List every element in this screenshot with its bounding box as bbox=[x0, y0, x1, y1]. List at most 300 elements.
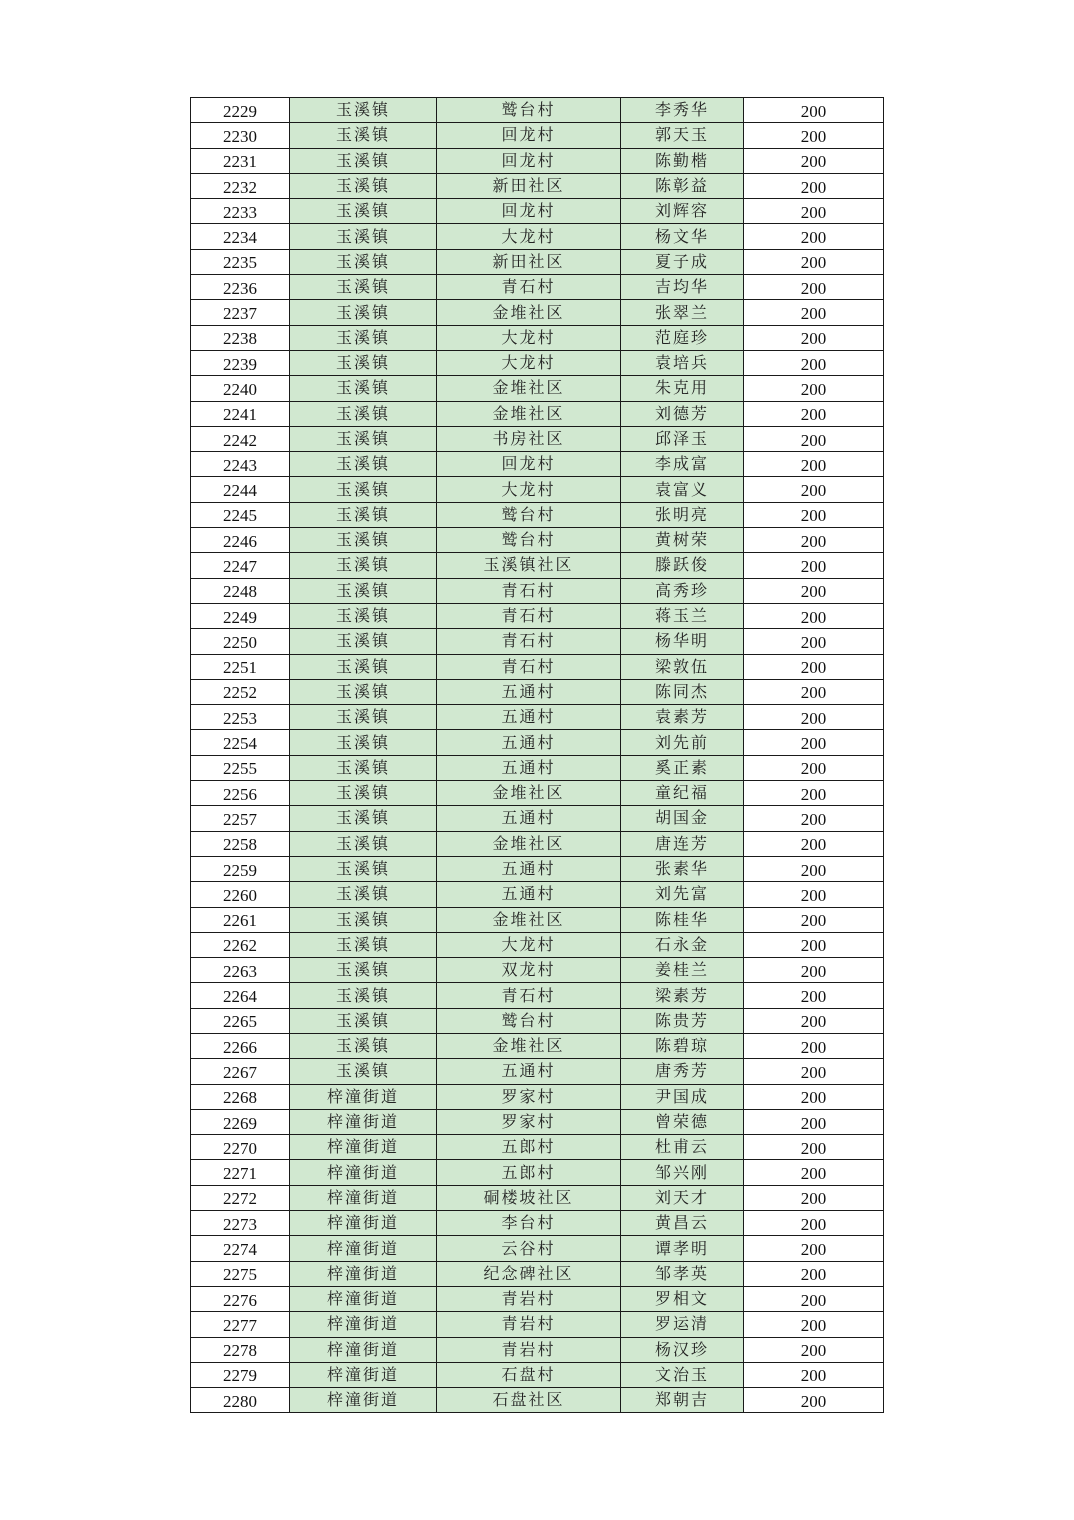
town-cell: 梓潼街道 bbox=[290, 1185, 437, 1210]
table-row bbox=[191, 528, 884, 553]
name-cell: 滕跃俊 bbox=[621, 553, 744, 578]
table-row bbox=[191, 1059, 884, 1084]
row-number-cell: 2255 bbox=[191, 755, 290, 780]
name-cell: 邹兴刚 bbox=[621, 1160, 744, 1185]
amount-cell: 200 bbox=[744, 376, 884, 401]
town-cell: 玉溪镇 bbox=[290, 300, 437, 325]
row-number-cell: 2232 bbox=[191, 173, 290, 198]
amount-cell: 200 bbox=[744, 882, 884, 907]
name-cell: 陈贵芳 bbox=[621, 1008, 744, 1033]
name-cell: 唐连芳 bbox=[621, 831, 744, 856]
table-row bbox=[191, 123, 884, 148]
row-number-cell: 2261 bbox=[191, 907, 290, 932]
town-cell: 梓潼街道 bbox=[290, 1135, 437, 1160]
town-cell: 玉溪镇 bbox=[290, 983, 437, 1008]
name-cell: 杨汉珍 bbox=[621, 1337, 744, 1362]
table-row bbox=[191, 1109, 884, 1134]
town-cell: 梓潼街道 bbox=[290, 1312, 437, 1337]
town-cell: 梓潼街道 bbox=[290, 1236, 437, 1261]
name-cell: 刘德芳 bbox=[621, 401, 744, 426]
table-row bbox=[191, 426, 884, 451]
table-row bbox=[191, 401, 884, 426]
village-cell: 金堆社区 bbox=[437, 300, 621, 325]
row-number-cell: 2275 bbox=[191, 1261, 290, 1286]
village-cell: 金堆社区 bbox=[437, 1033, 621, 1058]
table-row bbox=[191, 907, 884, 932]
row-number-cell: 2270 bbox=[191, 1135, 290, 1160]
amount-cell: 200 bbox=[744, 1059, 884, 1084]
row-number-cell: 2280 bbox=[191, 1388, 290, 1413]
row-number-cell: 2236 bbox=[191, 275, 290, 300]
village-cell: 云谷村 bbox=[437, 1236, 621, 1261]
row-number-cell: 2262 bbox=[191, 932, 290, 957]
town-cell: 玉溪镇 bbox=[290, 325, 437, 350]
town-cell: 玉溪镇 bbox=[290, 730, 437, 755]
village-cell: 青石村 bbox=[437, 578, 621, 603]
table-row bbox=[191, 603, 884, 628]
amount-cell: 200 bbox=[744, 806, 884, 831]
village-cell: 鹫台村 bbox=[437, 528, 621, 553]
town-cell: 玉溪镇 bbox=[290, 426, 437, 451]
village-cell: 五通村 bbox=[437, 730, 621, 755]
name-cell: 蒋玉兰 bbox=[621, 603, 744, 628]
row-number-cell: 2272 bbox=[191, 1185, 290, 1210]
name-cell: 陈彰益 bbox=[621, 173, 744, 198]
table-row bbox=[191, 173, 884, 198]
town-cell: 玉溪镇 bbox=[290, 452, 437, 477]
town-cell: 玉溪镇 bbox=[290, 1008, 437, 1033]
table-row bbox=[191, 249, 884, 274]
town-cell: 玉溪镇 bbox=[290, 275, 437, 300]
amount-cell: 200 bbox=[744, 629, 884, 654]
amount-cell: 200 bbox=[744, 502, 884, 527]
village-cell: 金堆社区 bbox=[437, 376, 621, 401]
row-number-cell: 2264 bbox=[191, 983, 290, 1008]
name-cell: 杜甫云 bbox=[621, 1135, 744, 1160]
row-number-cell: 2252 bbox=[191, 679, 290, 704]
row-number-cell: 2246 bbox=[191, 528, 290, 553]
row-number-cell: 2260 bbox=[191, 882, 290, 907]
amount-cell: 200 bbox=[744, 325, 884, 350]
table-row bbox=[191, 199, 884, 224]
village-cell: 鹫台村 bbox=[437, 98, 621, 123]
name-cell: 杨文华 bbox=[621, 224, 744, 249]
amount-cell: 200 bbox=[744, 1211, 884, 1236]
table-row bbox=[191, 1135, 884, 1160]
village-cell: 大龙村 bbox=[437, 932, 621, 957]
village-cell: 李台村 bbox=[437, 1211, 621, 1236]
row-number-cell: 2268 bbox=[191, 1084, 290, 1109]
row-number-cell: 2278 bbox=[191, 1337, 290, 1362]
village-cell: 金堆社区 bbox=[437, 907, 621, 932]
town-cell: 玉溪镇 bbox=[290, 502, 437, 527]
row-number-cell: 2231 bbox=[191, 148, 290, 173]
village-cell: 五郎村 bbox=[437, 1135, 621, 1160]
table-row bbox=[191, 1261, 884, 1286]
amount-cell: 200 bbox=[744, 148, 884, 173]
name-cell: 童纪福 bbox=[621, 781, 744, 806]
town-cell: 玉溪镇 bbox=[290, 629, 437, 654]
table-row bbox=[191, 1185, 884, 1210]
table-row bbox=[191, 148, 884, 173]
table-row bbox=[191, 882, 884, 907]
village-cell: 五通村 bbox=[437, 705, 621, 730]
name-cell: 黄昌云 bbox=[621, 1211, 744, 1236]
village-cell: 罗家村 bbox=[437, 1109, 621, 1134]
amount-cell: 200 bbox=[744, 907, 884, 932]
table-row bbox=[191, 1008, 884, 1033]
table-row bbox=[191, 300, 884, 325]
town-cell: 玉溪镇 bbox=[290, 199, 437, 224]
table-row bbox=[191, 477, 884, 502]
row-number-cell: 2263 bbox=[191, 958, 290, 983]
name-cell: 张素华 bbox=[621, 856, 744, 881]
row-number-cell: 2244 bbox=[191, 477, 290, 502]
village-cell: 回龙村 bbox=[437, 148, 621, 173]
row-number-cell: 2249 bbox=[191, 603, 290, 628]
table-row bbox=[191, 98, 884, 123]
amount-cell: 200 bbox=[744, 401, 884, 426]
table-row bbox=[191, 1236, 884, 1261]
village-cell: 五通村 bbox=[437, 679, 621, 704]
village-cell: 青石村 bbox=[437, 983, 621, 1008]
name-cell: 胡国金 bbox=[621, 806, 744, 831]
row-number-cell: 2239 bbox=[191, 350, 290, 375]
row-number-cell: 2269 bbox=[191, 1109, 290, 1134]
village-cell: 五通村 bbox=[437, 856, 621, 881]
row-number-cell: 2242 bbox=[191, 426, 290, 451]
village-cell: 青石村 bbox=[437, 654, 621, 679]
town-cell: 玉溪镇 bbox=[290, 806, 437, 831]
name-cell: 李成富 bbox=[621, 452, 744, 477]
table-row bbox=[191, 452, 884, 477]
name-cell: 郭天玉 bbox=[621, 123, 744, 148]
town-cell: 玉溪镇 bbox=[290, 907, 437, 932]
name-cell: 姜桂兰 bbox=[621, 958, 744, 983]
name-cell: 谭孝明 bbox=[621, 1236, 744, 1261]
amount-cell: 200 bbox=[744, 958, 884, 983]
table-row bbox=[191, 679, 884, 704]
name-cell: 邹孝英 bbox=[621, 1261, 744, 1286]
amount-cell: 200 bbox=[744, 654, 884, 679]
amount-cell: 200 bbox=[744, 831, 884, 856]
amount-cell: 200 bbox=[744, 781, 884, 806]
name-cell: 吉均华 bbox=[621, 275, 744, 300]
name-cell: 陈勤楷 bbox=[621, 148, 744, 173]
amount-cell: 200 bbox=[744, 1388, 884, 1413]
name-cell: 陈桂华 bbox=[621, 907, 744, 932]
amount-cell: 200 bbox=[744, 1033, 884, 1058]
name-cell: 梁素芳 bbox=[621, 983, 744, 1008]
table-row bbox=[191, 350, 884, 375]
village-cell: 回龙村 bbox=[437, 123, 621, 148]
table-row bbox=[191, 1286, 884, 1311]
amount-cell: 200 bbox=[744, 705, 884, 730]
name-cell: 夏子成 bbox=[621, 249, 744, 274]
village-cell: 青石村 bbox=[437, 629, 621, 654]
town-cell: 玉溪镇 bbox=[290, 679, 437, 704]
town-cell: 玉溪镇 bbox=[290, 958, 437, 983]
town-cell: 梓潼街道 bbox=[290, 1261, 437, 1286]
village-cell: 金堆社区 bbox=[437, 831, 621, 856]
table-row bbox=[191, 1211, 884, 1236]
town-cell: 梓潼街道 bbox=[290, 1286, 437, 1311]
name-cell: 朱克用 bbox=[621, 376, 744, 401]
village-cell: 青岩村 bbox=[437, 1286, 621, 1311]
table-body bbox=[191, 98, 884, 1413]
town-cell: 玉溪镇 bbox=[290, 1059, 437, 1084]
name-cell: 杨华明 bbox=[621, 629, 744, 654]
row-number-cell: 2256 bbox=[191, 781, 290, 806]
village-cell: 石盘村 bbox=[437, 1362, 621, 1387]
amount-cell: 200 bbox=[744, 1160, 884, 1185]
amount-cell: 200 bbox=[744, 173, 884, 198]
row-number-cell: 2230 bbox=[191, 123, 290, 148]
town-cell: 玉溪镇 bbox=[290, 705, 437, 730]
row-number-cell: 2259 bbox=[191, 856, 290, 881]
amount-cell: 200 bbox=[744, 1261, 884, 1286]
village-cell: 大龙村 bbox=[437, 325, 621, 350]
name-cell: 曾荣德 bbox=[621, 1109, 744, 1134]
name-cell: 罗相文 bbox=[621, 1286, 744, 1311]
row-number-cell: 2267 bbox=[191, 1059, 290, 1084]
town-cell: 玉溪镇 bbox=[290, 755, 437, 780]
town-cell: 玉溪镇 bbox=[290, 831, 437, 856]
name-cell: 石永金 bbox=[621, 932, 744, 957]
name-cell: 刘先富 bbox=[621, 882, 744, 907]
row-number-cell: 2237 bbox=[191, 300, 290, 325]
town-cell: 梓潼街道 bbox=[290, 1084, 437, 1109]
amount-cell: 200 bbox=[744, 1236, 884, 1261]
town-cell: 玉溪镇 bbox=[290, 1033, 437, 1058]
name-cell: 刘先前 bbox=[621, 730, 744, 755]
village-cell: 罗家村 bbox=[437, 1084, 621, 1109]
amount-cell: 200 bbox=[744, 932, 884, 957]
table-row bbox=[191, 1388, 884, 1413]
village-cell: 玉溪镇社区 bbox=[437, 553, 621, 578]
village-cell: 五通村 bbox=[437, 806, 621, 831]
row-number-cell: 2250 bbox=[191, 629, 290, 654]
row-number-cell: 2254 bbox=[191, 730, 290, 755]
village-cell: 五通村 bbox=[437, 1059, 621, 1084]
amount-cell: 200 bbox=[744, 477, 884, 502]
town-cell: 玉溪镇 bbox=[290, 173, 437, 198]
row-number-cell: 2248 bbox=[191, 578, 290, 603]
row-number-cell: 2251 bbox=[191, 654, 290, 679]
table-row bbox=[191, 502, 884, 527]
town-cell: 玉溪镇 bbox=[290, 477, 437, 502]
amount-cell: 200 bbox=[744, 1312, 884, 1337]
village-cell: 大龙村 bbox=[437, 477, 621, 502]
row-number-cell: 2274 bbox=[191, 1236, 290, 1261]
row-number-cell: 2241 bbox=[191, 401, 290, 426]
town-cell: 玉溪镇 bbox=[290, 882, 437, 907]
amount-cell: 200 bbox=[744, 199, 884, 224]
village-cell: 回龙村 bbox=[437, 199, 621, 224]
village-cell: 五通村 bbox=[437, 755, 621, 780]
name-cell: 文治玉 bbox=[621, 1362, 744, 1387]
row-number-cell: 2279 bbox=[191, 1362, 290, 1387]
town-cell: 玉溪镇 bbox=[290, 224, 437, 249]
row-number-cell: 2271 bbox=[191, 1160, 290, 1185]
table-row bbox=[191, 856, 884, 881]
row-number-cell: 2233 bbox=[191, 199, 290, 224]
row-number-cell: 2273 bbox=[191, 1211, 290, 1236]
amount-cell: 200 bbox=[744, 452, 884, 477]
amount-cell: 200 bbox=[744, 528, 884, 553]
amount-cell: 200 bbox=[744, 1286, 884, 1311]
village-cell: 纪念碑社区 bbox=[437, 1261, 621, 1286]
beneficiary-table bbox=[190, 97, 884, 1413]
table-row bbox=[191, 553, 884, 578]
town-cell: 玉溪镇 bbox=[290, 781, 437, 806]
town-cell: 玉溪镇 bbox=[290, 578, 437, 603]
village-cell: 青石村 bbox=[437, 275, 621, 300]
village-cell: 书房社区 bbox=[437, 426, 621, 451]
town-cell: 玉溪镇 bbox=[290, 932, 437, 957]
town-cell: 梓潼街道 bbox=[290, 1362, 437, 1387]
amount-cell: 200 bbox=[744, 98, 884, 123]
village-cell: 硐楼坡社区 bbox=[437, 1185, 621, 1210]
name-cell: 范庭珍 bbox=[621, 325, 744, 350]
table-row bbox=[191, 1362, 884, 1387]
row-number-cell: 2235 bbox=[191, 249, 290, 274]
town-cell: 玉溪镇 bbox=[290, 98, 437, 123]
village-cell: 新田社区 bbox=[437, 249, 621, 274]
name-cell: 陈同杰 bbox=[621, 679, 744, 704]
amount-cell: 200 bbox=[744, 856, 884, 881]
name-cell: 袁素芳 bbox=[621, 705, 744, 730]
amount-cell: 200 bbox=[744, 275, 884, 300]
name-cell: 尹国成 bbox=[621, 1084, 744, 1109]
table-row bbox=[191, 1312, 884, 1337]
amount-cell: 200 bbox=[744, 983, 884, 1008]
table-row bbox=[191, 781, 884, 806]
town-cell: 梓潼街道 bbox=[290, 1337, 437, 1362]
town-cell: 玉溪镇 bbox=[290, 401, 437, 426]
amount-cell: 200 bbox=[744, 603, 884, 628]
village-cell: 金堆社区 bbox=[437, 401, 621, 426]
town-cell: 玉溪镇 bbox=[290, 376, 437, 401]
row-number-cell: 2243 bbox=[191, 452, 290, 477]
row-number-cell: 2245 bbox=[191, 502, 290, 527]
village-cell: 青岩村 bbox=[437, 1312, 621, 1337]
town-cell: 梓潼街道 bbox=[290, 1160, 437, 1185]
amount-cell: 200 bbox=[744, 1135, 884, 1160]
town-cell: 玉溪镇 bbox=[290, 603, 437, 628]
town-cell: 玉溪镇 bbox=[290, 148, 437, 173]
village-cell: 鹫台村 bbox=[437, 1008, 621, 1033]
village-cell: 回龙村 bbox=[437, 452, 621, 477]
town-cell: 玉溪镇 bbox=[290, 528, 437, 553]
village-cell: 新田社区 bbox=[437, 173, 621, 198]
town-cell: 玉溪镇 bbox=[290, 350, 437, 375]
name-cell: 邱泽玉 bbox=[621, 426, 744, 451]
row-number-cell: 2257 bbox=[191, 806, 290, 831]
town-cell: 梓潼街道 bbox=[290, 1211, 437, 1236]
row-number-cell: 2238 bbox=[191, 325, 290, 350]
amount-cell: 200 bbox=[744, 123, 884, 148]
name-cell: 罗运清 bbox=[621, 1312, 744, 1337]
amount-cell: 200 bbox=[744, 755, 884, 780]
row-number-cell: 2240 bbox=[191, 376, 290, 401]
row-number-cell: 2234 bbox=[191, 224, 290, 249]
table-row bbox=[191, 275, 884, 300]
village-cell: 金堆社区 bbox=[437, 781, 621, 806]
town-cell: 玉溪镇 bbox=[290, 249, 437, 274]
village-cell: 双龙村 bbox=[437, 958, 621, 983]
village-cell: 大龙村 bbox=[437, 350, 621, 375]
name-cell: 唐秀芳 bbox=[621, 1059, 744, 1084]
town-cell: 玉溪镇 bbox=[290, 856, 437, 881]
amount-cell: 200 bbox=[744, 350, 884, 375]
row-number-cell: 2229 bbox=[191, 98, 290, 123]
table-row bbox=[191, 730, 884, 755]
amount-cell: 200 bbox=[744, 224, 884, 249]
name-cell: 袁培兵 bbox=[621, 350, 744, 375]
village-cell: 五郎村 bbox=[437, 1160, 621, 1185]
name-cell: 梁敦伍 bbox=[621, 654, 744, 679]
name-cell: 袁富义 bbox=[621, 477, 744, 502]
name-cell: 李秀华 bbox=[621, 98, 744, 123]
table-row bbox=[191, 705, 884, 730]
amount-cell: 200 bbox=[744, 1362, 884, 1387]
village-cell: 青岩村 bbox=[437, 1337, 621, 1362]
row-number-cell: 2265 bbox=[191, 1008, 290, 1033]
name-cell: 张翠兰 bbox=[621, 300, 744, 325]
row-number-cell: 2247 bbox=[191, 553, 290, 578]
name-cell: 刘辉容 bbox=[621, 199, 744, 224]
table-row bbox=[191, 1084, 884, 1109]
town-cell: 玉溪镇 bbox=[290, 553, 437, 578]
table-row bbox=[191, 983, 884, 1008]
table-row bbox=[191, 932, 884, 957]
village-cell: 鹫台村 bbox=[437, 502, 621, 527]
amount-cell: 200 bbox=[744, 578, 884, 603]
amount-cell: 200 bbox=[744, 1185, 884, 1210]
amount-cell: 200 bbox=[744, 679, 884, 704]
row-number-cell: 2258 bbox=[191, 831, 290, 856]
village-cell: 青石村 bbox=[437, 603, 621, 628]
table-row bbox=[191, 831, 884, 856]
town-cell: 玉溪镇 bbox=[290, 654, 437, 679]
table-row bbox=[191, 376, 884, 401]
name-cell: 奚正素 bbox=[621, 755, 744, 780]
name-cell: 刘天才 bbox=[621, 1185, 744, 1210]
table-row bbox=[191, 958, 884, 983]
amount-cell: 200 bbox=[744, 1337, 884, 1362]
amount-cell: 200 bbox=[744, 249, 884, 274]
table-row bbox=[191, 1337, 884, 1362]
town-cell: 梓潼街道 bbox=[290, 1109, 437, 1134]
amount-cell: 200 bbox=[744, 553, 884, 578]
amount-cell: 200 bbox=[744, 1008, 884, 1033]
row-number-cell: 2277 bbox=[191, 1312, 290, 1337]
row-number-cell: 2253 bbox=[191, 705, 290, 730]
amount-cell: 200 bbox=[744, 426, 884, 451]
row-number-cell: 2266 bbox=[191, 1033, 290, 1058]
village-cell: 大龙村 bbox=[437, 224, 621, 249]
table-row bbox=[191, 578, 884, 603]
village-cell: 五通村 bbox=[437, 882, 621, 907]
table-row bbox=[191, 755, 884, 780]
row-number-cell: 2276 bbox=[191, 1286, 290, 1311]
amount-cell: 200 bbox=[744, 1084, 884, 1109]
name-cell: 高秀珍 bbox=[621, 578, 744, 603]
village-cell: 石盘社区 bbox=[437, 1388, 621, 1413]
table-row bbox=[191, 654, 884, 679]
name-cell: 黄树荣 bbox=[621, 528, 744, 553]
